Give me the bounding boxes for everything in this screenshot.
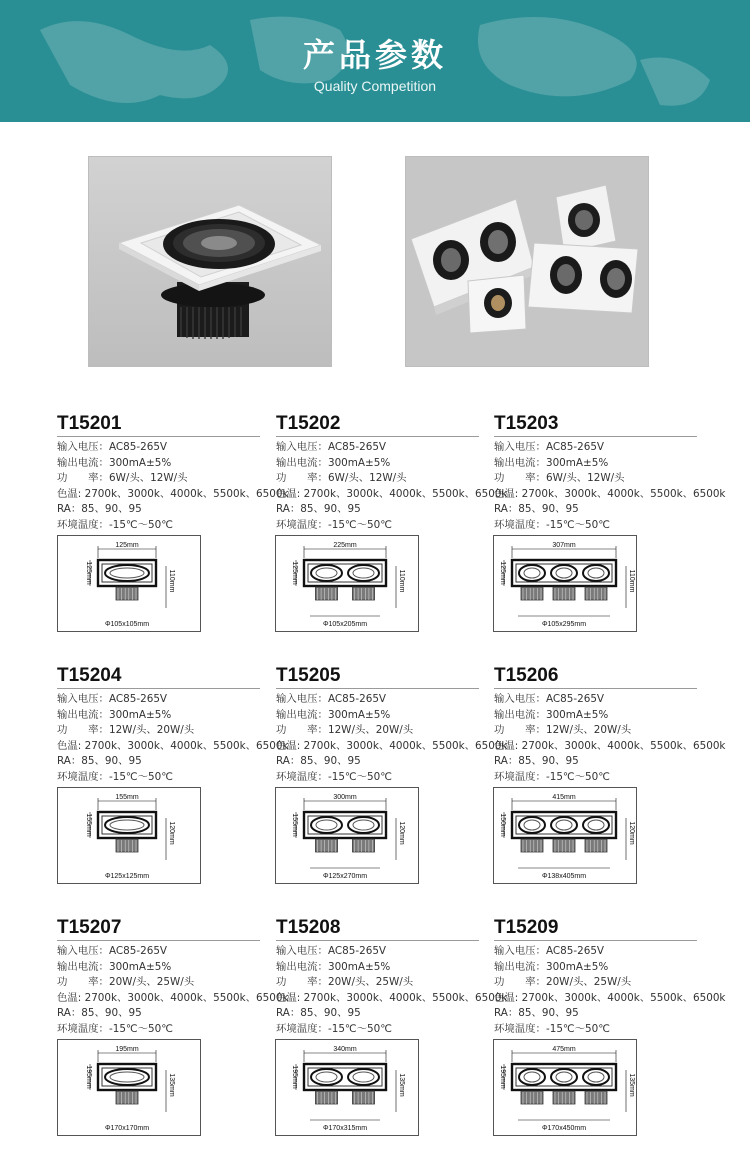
spec-color-temp: 色温: 2700k、3000k、4000k、5500k、6500k bbox=[276, 991, 508, 1004]
spec-color-temp: 色温: 2700k、3000k、4000k、5500k、6500k bbox=[494, 487, 726, 500]
product-card-T15203 bbox=[494, 413, 726, 534]
spec-voltage: 输入电压：AC85-265V bbox=[57, 441, 168, 453]
heat-sink bbox=[353, 587, 375, 600]
cutout-label: Φ138x405mm bbox=[541, 873, 587, 880]
lamp-ring bbox=[583, 1069, 609, 1085]
cutout-label: Φ170x170mm bbox=[104, 1125, 150, 1132]
product-code: T15201 bbox=[57, 413, 260, 437]
spec-color-temp: 色温: 2700k、3000k、4000k、5500k、6500k bbox=[57, 991, 289, 1004]
spec-color-temp: 色温: 2700k、3000k、4000k、5500k、6500k bbox=[276, 487, 508, 500]
width-label: 475mm bbox=[552, 1046, 576, 1053]
dimension-diagram-T15209 bbox=[493, 1039, 637, 1136]
spec-power: 功 率：6W/头、12W/头 bbox=[494, 472, 625, 485]
spec-power: 功 率：12W/头、20W/头 bbox=[276, 724, 414, 737]
product-card-T15209 bbox=[494, 917, 726, 1038]
cutout-label: Φ105x205mm bbox=[322, 621, 368, 628]
page-subtitle: Quality Competition bbox=[313, 78, 437, 94]
depth-label: 110mm bbox=[628, 569, 635, 593]
cutout-label: Φ105x105mm bbox=[104, 621, 150, 628]
lamp-ring bbox=[583, 817, 609, 833]
spec-ra: RA：85、90、95 bbox=[57, 503, 142, 516]
heat-sink bbox=[116, 587, 138, 600]
depth-label: 135mm bbox=[628, 1073, 635, 1097]
lamp-ring bbox=[551, 565, 577, 581]
spec-power: 功 率：20W/头、25W/头 bbox=[57, 976, 195, 989]
product-card-T15201 bbox=[57, 413, 289, 534]
product-card-T15202 bbox=[276, 413, 508, 534]
height-label: 155mm bbox=[85, 813, 92, 837]
spec-current: 输出电流：300mA±5% bbox=[276, 456, 391, 469]
spec-ambient-temp: 环境温度：-15℃～50℃ bbox=[276, 518, 392, 531]
lamp-ring bbox=[519, 1069, 545, 1085]
product-code: T15206 bbox=[494, 665, 697, 689]
spec-ambient-temp: 环境温度：-15℃～50℃ bbox=[57, 1022, 173, 1035]
spec-ambient-temp: 环境温度：-15℃～50℃ bbox=[276, 1022, 392, 1035]
spec-ambient-temp: 环境温度：-15℃～50℃ bbox=[494, 518, 610, 531]
heat-sink bbox=[521, 1091, 543, 1104]
spec-ra: RA：85、90、95 bbox=[57, 1007, 142, 1020]
spec-voltage: 输入电压：AC85-265V bbox=[57, 693, 168, 705]
lamp-ring bbox=[519, 565, 545, 581]
spec-power: 功 率：20W/头、25W/头 bbox=[276, 976, 414, 989]
width-label: 300mm bbox=[333, 794, 357, 801]
height-label: 195mm bbox=[85, 1065, 92, 1089]
cutout-label: Φ170x315mm bbox=[322, 1125, 368, 1132]
dimension-diagram-T15207 bbox=[57, 1039, 201, 1136]
product-card-T15208 bbox=[276, 917, 508, 1038]
header-banner bbox=[0, 0, 750, 122]
heat-sink bbox=[521, 839, 543, 852]
spec-power: 功 率：20W/头、25W/头 bbox=[494, 976, 632, 989]
spec-ra: RA：85、90、95 bbox=[276, 503, 361, 516]
lamp-ring bbox=[105, 1069, 149, 1085]
height-label: 195mm bbox=[499, 1065, 506, 1089]
heat-sink bbox=[585, 839, 607, 852]
cutout-label: Φ125x270mm bbox=[322, 873, 368, 880]
heat-sink bbox=[521, 587, 543, 600]
dimension-diagram-T15201 bbox=[57, 535, 201, 632]
product-card-T15206 bbox=[494, 665, 726, 786]
spec-current: 输出电流：300mA±5% bbox=[276, 960, 391, 973]
spec-ambient-temp: 环境温度：-15℃～50℃ bbox=[494, 1022, 610, 1035]
width-label: 307mm bbox=[552, 542, 576, 549]
heat-sink bbox=[316, 587, 338, 600]
spec-current: 输出电流：300mA±5% bbox=[57, 456, 172, 469]
heat-sink bbox=[116, 839, 138, 852]
heat-sink bbox=[553, 839, 575, 852]
product-card-T15205 bbox=[276, 665, 508, 786]
spec-ra: RA：85、90、95 bbox=[494, 503, 579, 516]
depth-label: 110mm bbox=[168, 569, 175, 593]
dimension-diagram-T15205 bbox=[275, 787, 419, 884]
lamp-ring bbox=[105, 817, 149, 833]
spec-current: 输出电流：300mA±5% bbox=[494, 456, 609, 469]
product-code: T15208 bbox=[276, 917, 479, 941]
heat-sink bbox=[553, 1091, 575, 1104]
spec-color-temp: 色温: 2700k、3000k、4000k、5500k、6500k bbox=[57, 739, 289, 752]
cutout-label: Φ170x450mm bbox=[541, 1125, 587, 1132]
spec-voltage: 输入电压：AC85-265V bbox=[276, 945, 387, 957]
depth-label: 135mm bbox=[398, 1073, 405, 1097]
spec-color-temp: 色温: 2700k、3000k、4000k、5500k、6500k bbox=[276, 739, 508, 752]
spec-current: 输出电流：300mA±5% bbox=[494, 960, 609, 973]
depth-label: 120mm bbox=[628, 821, 635, 845]
heat-sink bbox=[585, 1091, 607, 1104]
spec-ambient-temp: 环境温度：-15℃～50℃ bbox=[276, 770, 392, 783]
dimension-diagram-T15206 bbox=[493, 787, 637, 884]
spec-current: 输出电流：300mA±5% bbox=[494, 708, 609, 721]
lamp-ring bbox=[551, 1069, 577, 1085]
dimension-diagram-T15203 bbox=[493, 535, 637, 632]
dimension-diagram-T15204 bbox=[57, 787, 201, 884]
cutout-label: Φ105x295mm bbox=[541, 621, 587, 628]
width-label: 155mm bbox=[115, 794, 139, 801]
depth-label: 120mm bbox=[398, 821, 405, 845]
depth-label: 120mm bbox=[168, 821, 175, 845]
spec-current: 输出电流：300mA±5% bbox=[57, 960, 172, 973]
width-label: 340mm bbox=[333, 1046, 357, 1053]
product-code: T15209 bbox=[494, 917, 697, 941]
product-code: T15204 bbox=[57, 665, 260, 689]
height-label: 125mm bbox=[499, 561, 506, 585]
product-card-T15207 bbox=[57, 917, 289, 1038]
depth-label: 110mm bbox=[398, 569, 405, 593]
height-label: 125mm bbox=[85, 561, 92, 585]
spec-color-temp: 色温: 2700k、3000k、4000k、5500k、6500k bbox=[494, 991, 726, 1004]
width-label: 195mm bbox=[115, 1046, 139, 1053]
width-label: 125mm bbox=[115, 542, 139, 549]
product-photo-single bbox=[88, 156, 332, 367]
spec-ambient-temp: 环境温度：-15℃～50℃ bbox=[57, 770, 173, 783]
spec-color-temp: 色温: 2700k、3000k、4000k、5500k、6500k bbox=[494, 739, 726, 752]
product-code: T15203 bbox=[494, 413, 697, 437]
spec-ra: RA：85、90、95 bbox=[276, 755, 361, 768]
dimension-diagram-T15202 bbox=[275, 535, 419, 632]
page-title: 产品参数 bbox=[302, 36, 447, 74]
spec-color-temp: 色温: 2700k、3000k、4000k、5500k、6500k bbox=[57, 487, 289, 500]
spec-power: 功 率：6W/头、12W/头 bbox=[57, 472, 188, 485]
heat-sink bbox=[553, 587, 575, 600]
width-label: 225mm bbox=[333, 542, 357, 549]
height-label: 155mm bbox=[291, 813, 298, 837]
height-label: 195mm bbox=[291, 1065, 298, 1089]
spec-ambient-temp: 环境温度：-15℃～50℃ bbox=[494, 770, 610, 783]
heat-sink bbox=[353, 839, 375, 852]
heat-sink bbox=[353, 1091, 375, 1104]
spec-power: 功 率：6W/头、12W/头 bbox=[276, 472, 407, 485]
heat-sink bbox=[316, 839, 338, 852]
heat-sink bbox=[316, 1091, 338, 1104]
spec-voltage: 输入电压：AC85-265V bbox=[494, 693, 605, 705]
spec-ra: RA：85、90、95 bbox=[494, 755, 579, 768]
spec-ambient-temp: 环境温度：-15℃～50℃ bbox=[57, 518, 173, 531]
lamp-ring bbox=[105, 565, 149, 581]
dimension-diagram-T15208 bbox=[275, 1039, 419, 1136]
height-label: 150mm bbox=[499, 813, 506, 837]
height-label: 125mm bbox=[291, 561, 298, 585]
spec-voltage: 输入电压：AC85-265V bbox=[494, 441, 605, 453]
spec-voltage: 输入电压：AC85-265V bbox=[494, 945, 605, 957]
spec-voltage: 输入电压：AC85-265V bbox=[57, 945, 168, 957]
product-photo-group bbox=[405, 156, 649, 367]
cutout-label: Φ125x125mm bbox=[104, 873, 150, 880]
heat-sink bbox=[585, 587, 607, 600]
product-code: T15202 bbox=[276, 413, 479, 437]
spec-voltage: 输入电压：AC85-265V bbox=[276, 441, 387, 453]
spec-current: 输出电流：300mA±5% bbox=[276, 708, 391, 721]
lamp-ring bbox=[583, 565, 609, 581]
spec-voltage: 输入电压：AC85-265V bbox=[276, 693, 387, 705]
width-label: 415mm bbox=[552, 794, 576, 801]
spec-ra: RA：85、90、95 bbox=[276, 1007, 361, 1020]
spec-power: 功 率：12W/头、20W/头 bbox=[494, 724, 632, 737]
product-card-T15204 bbox=[57, 665, 289, 786]
spec-current: 输出电流：300mA±5% bbox=[57, 708, 172, 721]
lamp-ring bbox=[519, 817, 545, 833]
product-code: T15207 bbox=[57, 917, 260, 941]
lamp-ring bbox=[551, 817, 577, 833]
spec-power: 功 率：12W/头、20W/头 bbox=[57, 724, 195, 737]
spec-ra: RA：85、90、95 bbox=[57, 755, 142, 768]
product-code: T15205 bbox=[276, 665, 479, 689]
heat-sink bbox=[116, 1091, 138, 1104]
spec-ra: RA：85、90、95 bbox=[494, 1007, 579, 1020]
depth-label: 135mm bbox=[168, 1073, 175, 1097]
